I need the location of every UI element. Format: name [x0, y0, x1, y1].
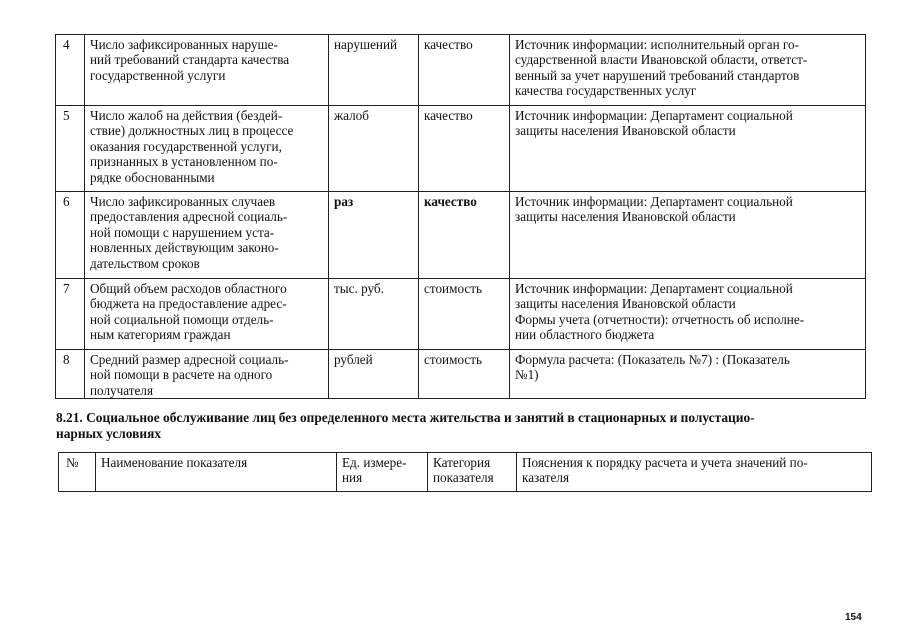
table-row [56, 35, 866, 106]
header-num: № [59, 453, 96, 492]
header-explanation: Пояснения к порядку расчета и учета значений по- казателя [517, 453, 872, 492]
row-number: 4 [56, 35, 85, 106]
unit: жалоб [329, 106, 419, 192]
unit: рублей [329, 350, 419, 399]
unit: раз [329, 192, 419, 279]
table-row [56, 350, 866, 399]
table-row [56, 279, 866, 350]
category: качество [419, 106, 510, 192]
page-number: 154 [845, 612, 862, 623]
indicator-name: Число жалоб на действия (бездей- ствие) должностных лиц в процессе оказания государственной услуги, признанных в установленном по- рядке обоснованными [85, 106, 329, 192]
row-number: 6 [56, 192, 85, 279]
row-number: 5 [56, 106, 85, 192]
explanation: Источник информации: исполнительный орган го- сударственной власти Ивановской области, ответст- венный за учет нарушений требований стандартов качества государственных услуг [510, 35, 866, 106]
category: стоимость [419, 350, 510, 399]
indicator-name: Средний размер адресной социаль- ной помощи в расчете на одного получателя [85, 350, 329, 399]
explanation: Формула расчета: (Показатель №7) : (Показатель №1) [510, 350, 866, 399]
category: качество [419, 35, 510, 106]
header-category: Категория показателя [428, 453, 517, 492]
section-heading: 8.21. Социальное обслуживание лиц без определенного места жительства и занятий в стационарных и полустацио- нарных условиях [56, 410, 755, 441]
header-name: Наименование показателя [96, 453, 337, 492]
header-row [59, 453, 872, 492]
section-table-header [58, 452, 872, 492]
unit: нарушений [329, 35, 419, 106]
category: качество [419, 192, 510, 279]
table-row [56, 106, 866, 192]
row-number: 8 [56, 350, 85, 399]
unit: тыс. руб. [329, 279, 419, 350]
indicator-name: Общий объем расходов областного бюджета на предоставление адрес- ной социальной помощи отдель- ным категориям граждан [85, 279, 329, 350]
header-unit: Ед. измере- ния [337, 453, 428, 492]
indicator-name: Число зафиксированных случаев предоставления адресной социаль- ной помощи с нарушением уста- новленных действующим законо- дательством сроков [85, 192, 329, 279]
indicator-name: Число зафиксированных наруше- ний требований стандарта качества государственной услуги [85, 35, 329, 106]
explanation: Источник информации: Департамент социальной защиты населения Ивановской области Формы учета (отчетности): отчетность об исполне- нии областного бюджета [510, 279, 866, 350]
table-row [56, 192, 866, 279]
category: стоимость [419, 279, 510, 350]
explanation: Источник информации: Департамент социальной защиты населения Ивановской области [510, 106, 866, 192]
explanation: Источник информации: Департамент социальной защиты населения Ивановской области [510, 192, 866, 279]
indicators-table [55, 34, 866, 399]
row-number: 7 [56, 279, 85, 350]
